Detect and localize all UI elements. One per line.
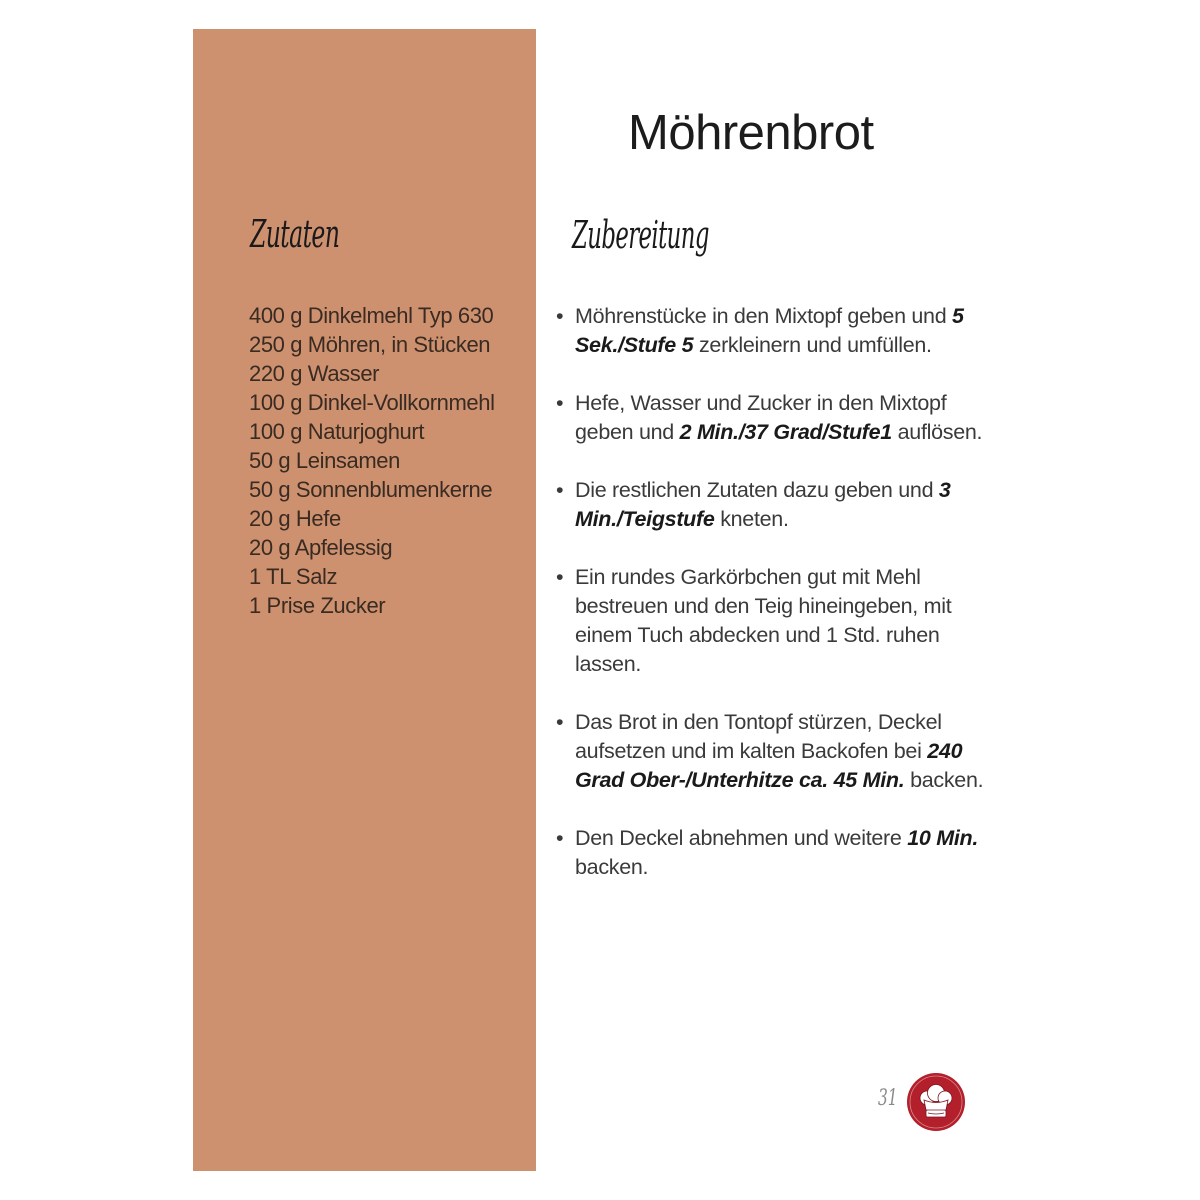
step-text-end: backen. bbox=[575, 855, 649, 879]
chef-hat-icon bbox=[906, 1072, 966, 1132]
step-item bbox=[556, 302, 986, 360]
step-text: Hefe, Wasser und Zucker in den Mixtopf geben und bbox=[575, 391, 947, 444]
step-item bbox=[556, 476, 986, 534]
recipe-title: Möhrenbrot bbox=[628, 106, 874, 160]
step-text-end: backen. bbox=[904, 768, 984, 792]
ingredient-item: 100 g Naturjoghurt bbox=[249, 419, 425, 444]
bullet-icon: • bbox=[556, 710, 564, 734]
step-highlight: 240 Grad Ober-/Unterhitze ca. 45 Min. bbox=[575, 739, 963, 792]
step-item bbox=[556, 389, 986, 447]
bullet-icon: • bbox=[556, 304, 564, 328]
bullet-icon: • bbox=[556, 391, 564, 415]
step-text-end: kneten. bbox=[714, 507, 789, 531]
step-highlight: 5 Sek./Stufe 5 bbox=[575, 304, 964, 357]
step-text: Die restlichen Zutaten dazu geben und bbox=[575, 478, 939, 502]
step-item bbox=[556, 708, 986, 795]
ingredients-list bbox=[249, 301, 495, 620]
ingredient-item: 50 g Sonnenblumenkerne bbox=[249, 477, 493, 502]
ingredient-item: 250 g Möhren, in Stücken bbox=[249, 332, 491, 357]
ingredient-item: 50 g Leinsamen bbox=[249, 448, 400, 473]
ingredients-heading: Zutaten bbox=[250, 212, 340, 256]
ingredient-item: 1 Prise Zucker bbox=[249, 593, 386, 618]
step-item bbox=[556, 824, 986, 882]
step-text-end: zerkleinern und umfüllen. bbox=[693, 333, 932, 357]
step-text: Den Deckel abnehmen und weitere bbox=[575, 826, 908, 850]
step-highlight: 2 Min./37 Grad/Stufe1 bbox=[679, 420, 892, 444]
bullet-icon: • bbox=[556, 565, 564, 589]
ingredient-item: 100 g Dinkel-Vollkornmehl bbox=[249, 390, 495, 415]
ingredient-item: 20 g Hefe bbox=[249, 506, 341, 531]
step-text: Ein rundes Garkörbchen gut mit Mehl bestreuen und den Teig hineingeben, mit einem Tuch abdecken und 1 Std. ruhen lassen. bbox=[575, 565, 952, 676]
step-highlight: 10 Min. bbox=[907, 826, 978, 850]
step-text: Möhrenstücke in den Mixtopf geben und bbox=[575, 304, 953, 328]
step-item bbox=[556, 563, 986, 679]
page-number: 31 bbox=[878, 1086, 898, 1111]
step-text-end: auflösen. bbox=[891, 420, 983, 444]
ingredient-item: 220 g Wasser bbox=[249, 361, 380, 386]
ingredient-item: 20 g Apfelessig bbox=[249, 535, 393, 560]
bullet-icon: • bbox=[556, 826, 564, 850]
preparation-heading: Zubereitung bbox=[572, 213, 709, 257]
step-text: Das Brot in den Tontopf stürzen, Deckel aufsetzen und im kalten Backofen bei bbox=[575, 710, 942, 763]
step-highlight: 3 Min./Teigstufe bbox=[575, 478, 951, 531]
ingredient-item: 1 TL Salz bbox=[249, 564, 338, 589]
badge-circle bbox=[907, 1073, 965, 1131]
bullet-icon: • bbox=[556, 478, 564, 502]
ingredient-item: 400 g Dinkelmehl Typ 630 bbox=[249, 303, 494, 328]
preparation-steps bbox=[556, 302, 986, 911]
